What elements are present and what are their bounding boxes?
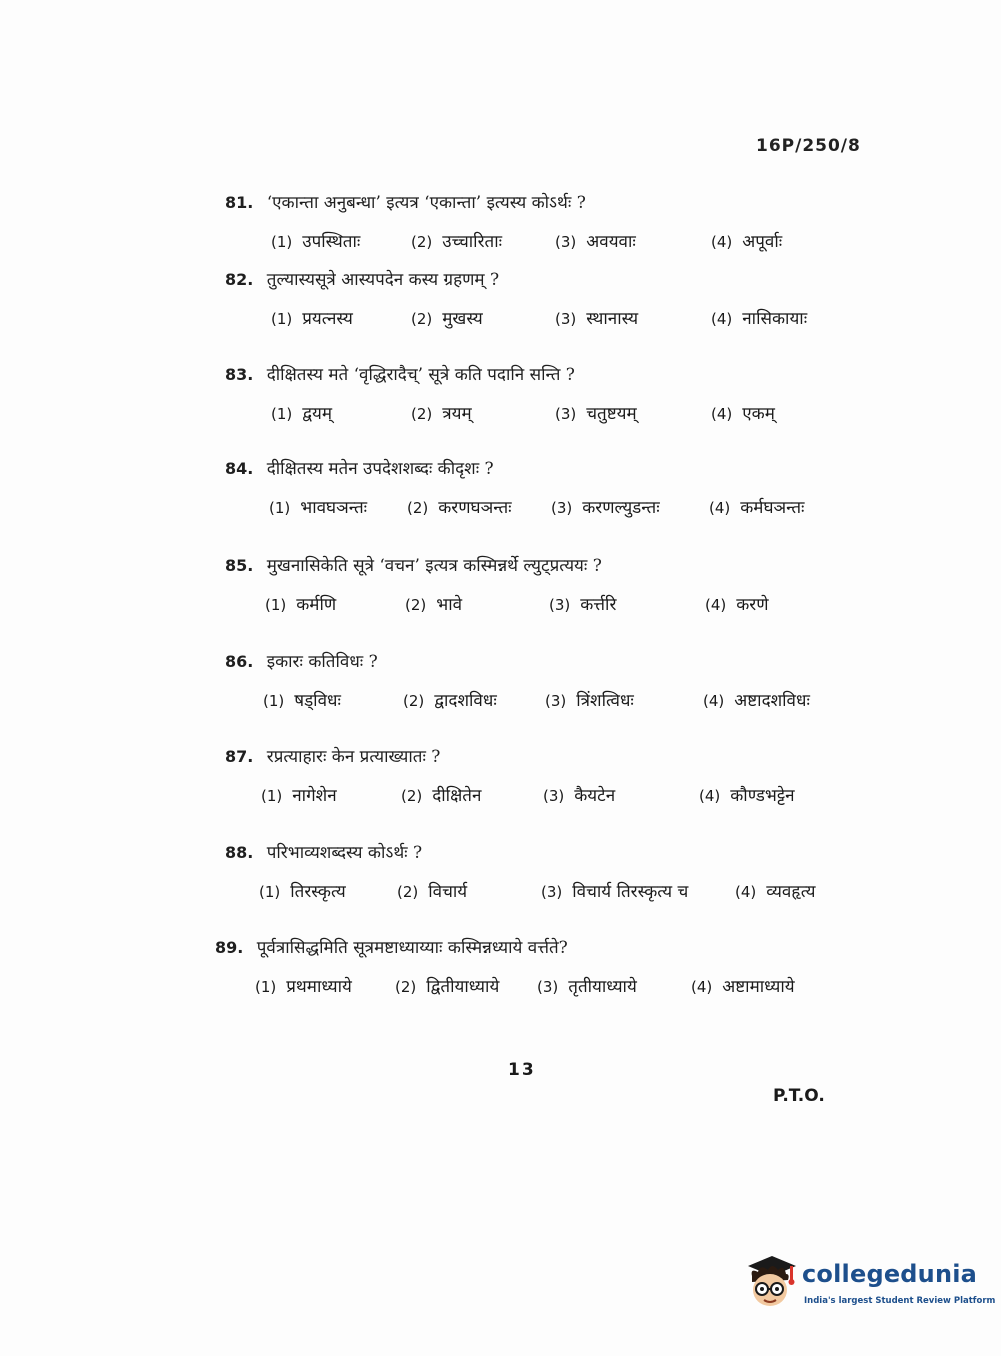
option-2: (2) मुखस्य: [411, 309, 483, 329]
option-2: (2) दीक्षितेन: [401, 786, 482, 806]
option-3: (3) स्थानास्य: [555, 309, 639, 329]
question-stem: [215, 935, 875, 958]
question-number: 89.: [215, 938, 244, 957]
question-text: परिभाव्यशब्दस्य कोऽर्थः ?: [266, 843, 423, 863]
option-4: (4) करणे: [705, 595, 769, 615]
options-row: [225, 879, 865, 909]
question-stem: [225, 553, 865, 576]
options-row: [225, 783, 865, 813]
option-3: (3) चतुष्टयम्: [555, 404, 637, 424]
option-1: (1) प्रयत्नस्य: [271, 309, 353, 329]
question-text: रप्रत्याहारः केन प्रत्याख्यातः ?: [266, 747, 441, 767]
option-3: (3) तृतीयाध्याये: [537, 977, 637, 997]
question-number: 84.: [225, 459, 254, 478]
mascot-icon: [742, 1252, 800, 1312]
question-83: [225, 362, 865, 431]
option-1: (1) षड्विधः: [263, 691, 341, 711]
option-4: (4) अष्टामाध्याये: [691, 977, 795, 997]
option-1: (1) द्वयम्: [271, 404, 333, 424]
question-number: 82.: [225, 270, 254, 289]
option-2: (2) द्वितीयाध्याये: [395, 977, 500, 997]
question-85: [225, 553, 865, 622]
paper-code: 16P/250/8: [756, 136, 861, 156]
question-87: [225, 744, 865, 813]
option-3: (3) करणल्युडन्तः: [551, 498, 660, 518]
option-4: (4) व्यवहृत्य: [735, 882, 816, 902]
page-number: 13: [508, 1060, 536, 1080]
question-81: [225, 190, 865, 259]
option-3: (3) विचार्य तिरस्कृत्य च: [541, 882, 689, 902]
option-3: (3) कर्त्तरि: [549, 595, 617, 615]
question-text: तुल्यास्यसूत्रे आस्यपदेन कस्य ग्रहणम् ?: [266, 270, 500, 290]
question-number: 81.: [225, 193, 254, 212]
options-row: [215, 974, 875, 1004]
option-1: (1) कर्मणि: [265, 595, 337, 615]
option-4: (4) कर्मघञन्तः: [709, 498, 805, 518]
question-number: 87.: [225, 747, 254, 766]
options-row: [225, 495, 865, 525]
question-text: दीक्षितस्य मते ‘वृद्धिरादैच्’ सूत्रे कति पदानि सन्ति ?: [266, 365, 575, 385]
pto-label: P.T.O.: [773, 1086, 825, 1106]
option-4: (4) अपूर्वाः: [711, 232, 783, 252]
question-number: 83.: [225, 365, 254, 384]
option-2: (2) करणघञन्तः: [407, 498, 512, 518]
question-82: [225, 267, 865, 336]
option-3: (3) त्रिंशत्विधः: [545, 691, 634, 711]
option-1: (1) नागेशेन: [261, 786, 337, 806]
question-stem: [225, 362, 865, 385]
option-3: (3) कैयटेन: [543, 786, 616, 806]
question-stem: [225, 649, 865, 672]
question-text: पूर्वत्रासिद्धमिति सूत्रमष्टाध्याय्याः कस्मिन्नध्याये वर्त्तते?: [256, 938, 568, 958]
question-stem: [225, 456, 865, 479]
question-84: [225, 456, 865, 525]
option-1: (1) उपस्थिताः: [271, 232, 361, 252]
option-2: (2) उच्चारिताः: [411, 232, 503, 252]
option-4: (4) कौण्डभट्टेन: [699, 786, 795, 806]
question-86: [225, 649, 865, 718]
brand-name: collegedunia: [802, 1260, 978, 1288]
option-3: (3) अवयवाः: [555, 232, 636, 252]
question-stem: [225, 840, 865, 863]
options-row: [225, 688, 865, 718]
options-row: [225, 401, 865, 431]
option-2: (2) विचार्य: [397, 882, 468, 902]
option-1: (1) भावघञन्तः: [269, 498, 368, 518]
options-row: [225, 592, 865, 622]
question-number: 85.: [225, 556, 254, 575]
question-stem: [225, 190, 865, 213]
question-text: मुखनासिकेति सूत्रे ‘वचन’ इत्यत्र कस्मिन्नर्थे ल्युट्प्रत्ययः ?: [266, 556, 602, 576]
question-number: 86.: [225, 652, 254, 671]
question-text: दीक्षितस्य मतेन उपदेशशब्दः कीदृशः ?: [266, 459, 494, 479]
question-text: ‘एकान्ता अनुबन्धा’ इत्यत्र ‘एकान्ता’ इत्यस्य कोऽर्थः ?: [266, 193, 586, 213]
question-88: [225, 840, 865, 909]
option-2: (2) त्रयम्: [411, 404, 472, 424]
option-1: (1) तिरस्कृत्य: [259, 882, 346, 902]
brand-tagline: India's largest Student Review Platform: [804, 1296, 996, 1306]
question-stem: [225, 267, 865, 290]
option-2: (2) द्वादशविधः: [403, 691, 497, 711]
question-number: 88.: [225, 843, 254, 862]
option-4: (4) अष्टादशविधः: [703, 691, 810, 711]
question-text: इकारः कतिविधः ?: [266, 652, 378, 672]
option-2: (2) भावे: [405, 595, 463, 615]
options-row: [225, 306, 865, 336]
option-1: (1) प्रथमाध्याये: [255, 977, 352, 997]
option-4: (4) एकम्: [711, 404, 775, 424]
question-89: [215, 935, 875, 1004]
options-row: [225, 229, 865, 259]
option-4: (4) नासिकायाः: [711, 309, 808, 329]
collegedunia-logo: [742, 1252, 996, 1316]
question-stem: [225, 744, 865, 767]
